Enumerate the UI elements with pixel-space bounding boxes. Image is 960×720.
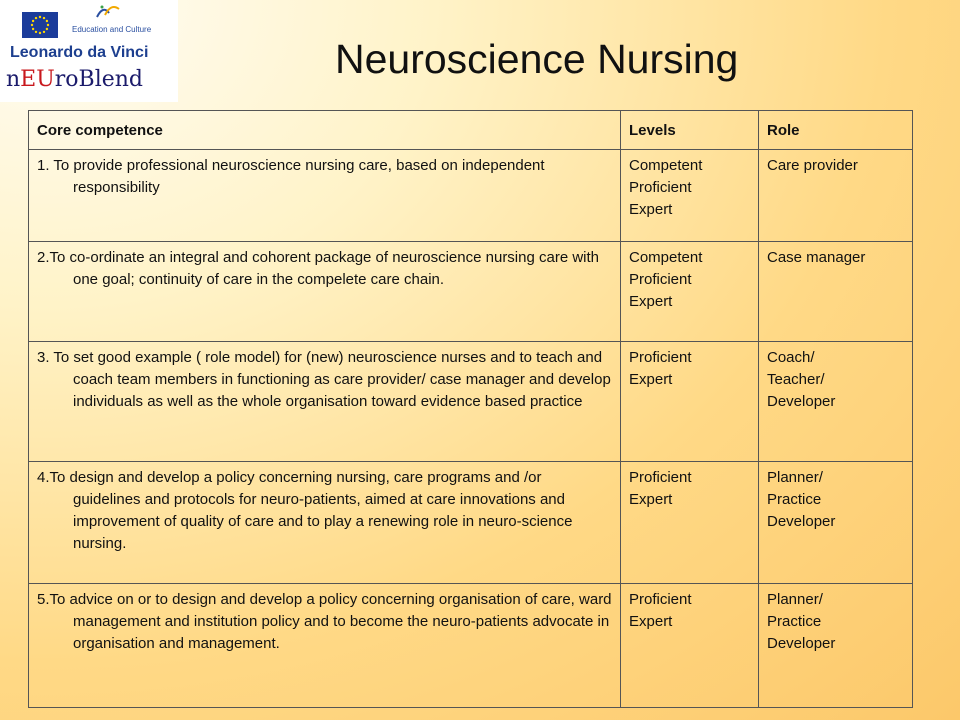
project-logo [6,67,143,92]
table-row [29,584,913,708]
header-core-competence: Core competence [29,111,621,150]
levels-cell: Proficient Expert [621,342,759,462]
competence-cell: 5.To advice on or to design and develop a policy concerning organisation of care, ward management and institution policy and to become the neuro-patients advocate in organisation and management. [29,584,621,708]
eu-flag-icon [22,12,58,38]
program-name: Leonardo da Vinci [10,44,149,61]
levels-cell: Proficient Expert [621,462,759,584]
levels-cell: Competent Proficient Expert [621,242,759,342]
education-culture-caption: Education and Culture [72,25,152,34]
education-culture-icon [95,3,121,21]
role-cell: Care provider [759,150,913,242]
role-cell: Case manager [759,242,913,342]
levels-cell: Proficient Expert [621,584,759,708]
competence-cell: 4.To design and develop a policy concerning nursing, care programs and /or guidelines and protocols for neuro-patients, aimed at care innovations and improvement of quality of care and to play a renewing role in neuro-science nursing. [29,462,621,584]
competence-cell: 2.To co-ordinate an integral and cohorent package of neuroscience nursing care with one goal; continuity of care in the compelete care chain. [29,242,621,342]
role-cell: Planner/ Practice Developer [759,462,913,584]
competence-cell: 1. To provide professional neuroscience nursing care, based on independent responsibility [29,150,621,242]
table-row [29,150,913,242]
project-logo-suffix: roBlend [54,67,144,92]
role-cell: Planner/ Practice Developer [759,584,913,708]
project-logo-e: E [20,67,37,92]
table-row [29,342,913,462]
logo-area [0,0,178,102]
levels-cell: Competent Proficient Expert [621,150,759,242]
project-logo-u: U [36,67,55,92]
competence-table [28,110,913,708]
role-cell: Coach/ Teacher/ Developer [759,342,913,462]
page-title: Neuroscience Nursing [335,36,739,82]
project-logo-prefix: n [6,67,21,92]
competence-cell: 3. To set good example ( role model) for (new) neuroscience nurses and to teach and coach team members in functioning as care provider/ case manager and develop individuals as well as the whole organisation toward evidence based practice [29,342,621,462]
table-header-row [29,111,913,150]
table-row [29,242,913,342]
table-row [29,462,913,584]
eu-stars-icon [22,12,58,38]
header-levels: Levels [621,111,759,150]
header-role: Role [759,111,913,150]
